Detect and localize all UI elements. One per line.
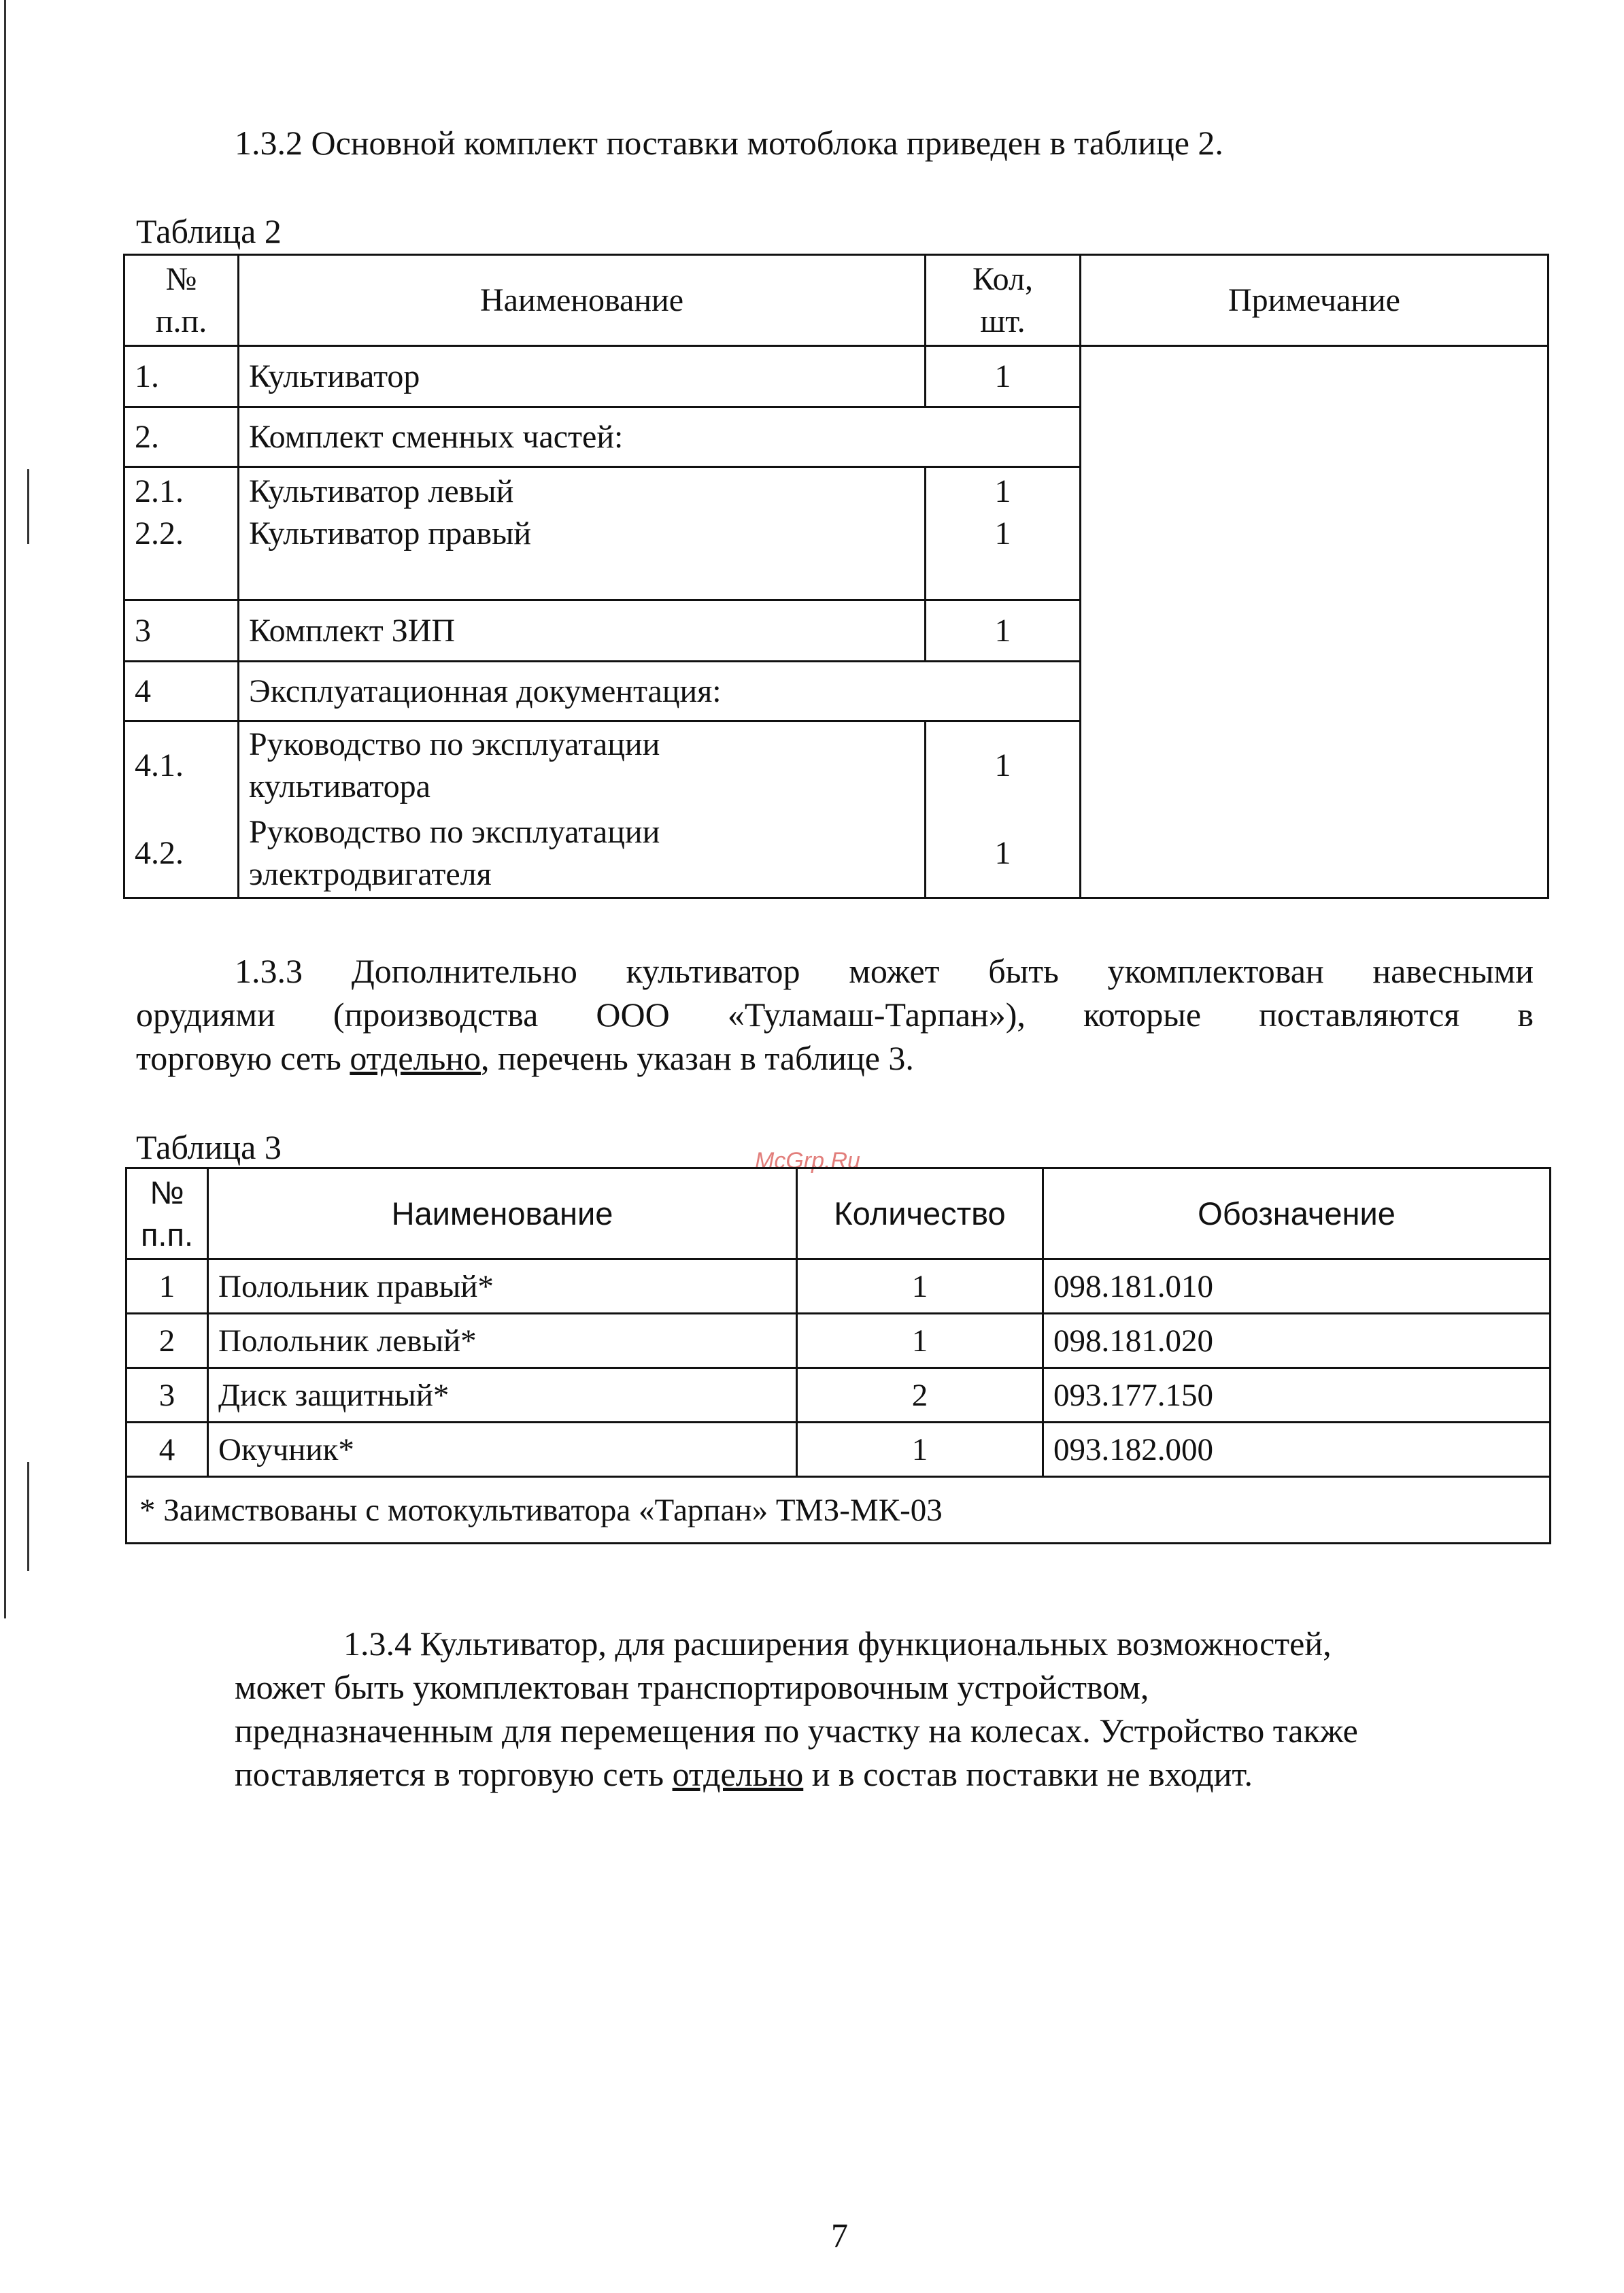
table3-header-code: Обозначение — [1043, 1168, 1551, 1259]
page-number: 7 — [831, 2216, 848, 2254]
text-span: торговую сеть — [136, 1039, 350, 1077]
row-name: Полольник левый* — [208, 1314, 797, 1368]
table3-caption: Таблица 3 — [136, 1128, 282, 1166]
section-1-3-3-line2: орудиями (производства ООО «Туламаш-Тарпан»), которые поставляются в — [136, 996, 1534, 1034]
row-qty-2-2: 1 — [994, 515, 1011, 551]
section-1-3-4-line3: предназначенным для перемещения по участку на колесах. Устройство также — [235, 1712, 1358, 1750]
row-num: 2. — [124, 407, 239, 467]
row-qty: 1 — [926, 810, 1081, 898]
table2-header-name: Наименование — [239, 255, 926, 346]
row-code: 093.177.150 — [1043, 1368, 1551, 1423]
table3 — [125, 1167, 1551, 1544]
scan-edge-line — [4, 0, 6, 1618]
row-name: Окучник* — [208, 1423, 797, 1477]
table3-header-row — [126, 1168, 1551, 1259]
row-code: 093.182.000 — [1043, 1423, 1551, 1477]
row-num: 4 — [126, 1423, 208, 1477]
scan-edge-line — [27, 469, 29, 544]
table3-header-qty: Количество — [797, 1168, 1043, 1259]
header-qty-line1: Кол, — [972, 260, 1033, 297]
watermark: McGrp.Ru — [755, 1148, 860, 1174]
row-name: Эксплуатационная документация: — [239, 662, 1081, 721]
header-num-symbol: № — [165, 260, 197, 297]
row-qty: 2 — [797, 1368, 1043, 1423]
row-name: Культиватор — [239, 346, 926, 407]
row-name: Комплект сменных частей: — [239, 407, 1081, 467]
row-name-line: Руководство по эксплуатации — [249, 726, 660, 763]
row-num-2-1: 2.1. — [135, 473, 184, 509]
row-code: 098.181.020 — [1043, 1314, 1551, 1368]
row-qty-2-1: 1 — [994, 473, 1011, 509]
table-row — [126, 1423, 1551, 1477]
header-num-label: п.п. — [155, 303, 207, 339]
row-code: 098.181.010 — [1043, 1259, 1551, 1314]
table3-footnote: * Заимствованы с мотокультиватора «Тарпан» ТМЗ-МК-03 — [126, 1477, 1551, 1544]
section-1-3-3-line3 — [136, 1036, 1534, 1080]
row-num: 3 — [126, 1368, 208, 1423]
table2-note-cell — [1081, 346, 1549, 898]
row-qty: 1 — [926, 346, 1081, 407]
row-num-2-2: 2.2. — [135, 515, 184, 551]
row-name-2-2: Культиватор правый — [249, 515, 532, 551]
table3-header-name: Наименование — [208, 1168, 797, 1259]
table2-header-note: Примечание — [1081, 255, 1549, 346]
table2-header-qty — [926, 255, 1081, 346]
row-name — [239, 810, 926, 898]
row-num — [124, 467, 239, 600]
header-qty-line2: шт. — [980, 303, 1026, 339]
row-num: 4 — [124, 662, 239, 721]
row-name-line: культиватора — [249, 768, 430, 805]
table2-caption: Таблица 2 — [136, 212, 282, 250]
row-name: Комплект ЗИП — [239, 600, 926, 662]
row-qty: 1 — [797, 1259, 1043, 1314]
table2-header-num — [124, 255, 239, 346]
header-num-label: п.п. — [140, 1216, 194, 1253]
text-span: и в состав поставки не входит. — [803, 1755, 1253, 1793]
underlined-text: отдельно — [350, 1039, 481, 1077]
row-num: 1. — [124, 346, 239, 407]
section-1-3-2: 1.3.2 Основной комплект поставки мотоблока приведен в таблице 2. — [235, 124, 1223, 162]
table3-footnote-row — [126, 1477, 1551, 1544]
table-row — [126, 1259, 1551, 1314]
text-span: , перечень указан в таблице 3. — [481, 1039, 914, 1077]
row-name-2-1: Культиватор левый — [249, 473, 514, 509]
row-name-line: электродвигателя — [249, 855, 492, 892]
row-qty: 1 — [797, 1314, 1043, 1368]
table-row — [126, 1368, 1551, 1423]
row-qty: 1 — [797, 1423, 1043, 1477]
section-1-3-4-line1: 1.3.4 Культиватор, для расширения функциональных возможностей, — [343, 1625, 1332, 1663]
header-num-symbol: № — [150, 1174, 184, 1210]
table-row — [126, 1314, 1551, 1368]
row-qty: 1 — [926, 721, 1081, 810]
row-num: 4.2. — [124, 810, 239, 898]
section-1-3-4-line2: может быть укомплектован транспортировочным устройством, — [235, 1668, 1149, 1706]
row-num: 1 — [126, 1259, 208, 1314]
row-name-line: Руководство по эксплуатации — [249, 813, 660, 850]
row-qty: 1 — [926, 600, 1081, 662]
table-row — [124, 346, 1549, 407]
row-qty — [926, 467, 1081, 600]
text-span: поставляется в торговую сеть — [235, 1755, 673, 1793]
section-1-3-3-line1: 1.3.3 Дополнительно культиватор может быть укомплектован навесными — [235, 952, 1534, 990]
underlined-text: отдельно — [672, 1755, 804, 1793]
scan-edge-line — [27, 1462, 29, 1571]
section-1-3-4-line4 — [235, 1752, 1534, 1796]
table2-header-row — [124, 255, 1549, 346]
row-name: Полольник правый* — [208, 1259, 797, 1314]
row-num: 3 — [124, 600, 239, 662]
table3-header-num — [126, 1168, 208, 1259]
row-num: 4.1. — [124, 721, 239, 810]
row-name — [239, 721, 926, 810]
row-name: Диск защитный* — [208, 1368, 797, 1423]
row-num: 2 — [126, 1314, 208, 1368]
table2 — [123, 254, 1549, 899]
row-name — [239, 467, 926, 600]
